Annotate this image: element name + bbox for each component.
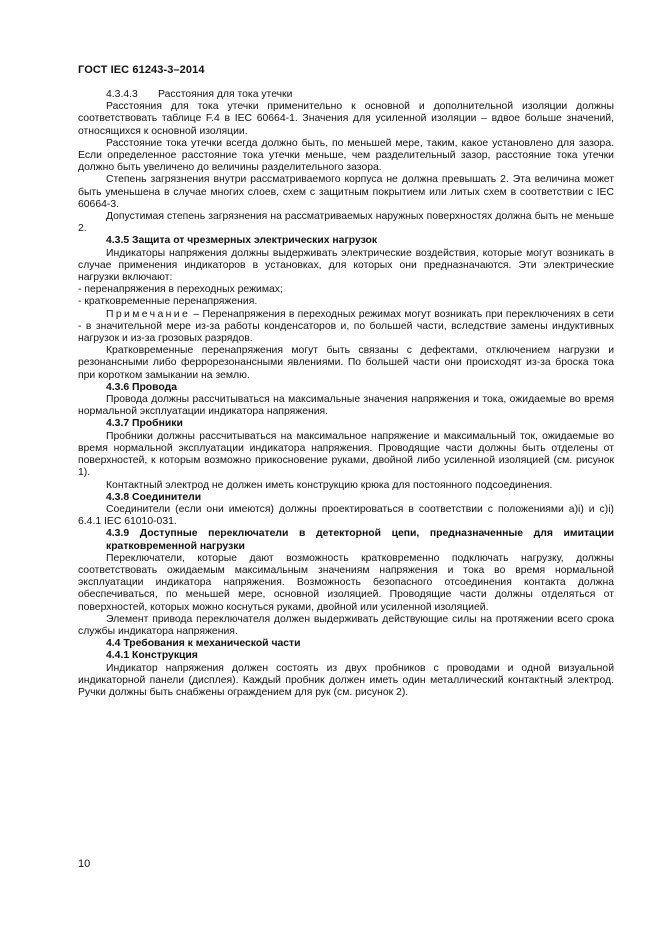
section-heading: 4.3.8 Соединители xyxy=(106,491,202,503)
paragraph: Индикаторы напряжения должны выдерживать электрические воздействия, которые могут возникать в случае применения индикаторов в установках, для которых они предназначаются. Эти электрические нагрузки включают: xyxy=(78,247,614,284)
paragraph: Степень загрязнения внутри рассматриваемого корпуса не должна превышать 2. Эта величина может быть уменьшена в случае многих слоев, схем с защитным покрытием или литых схем в соответствии с IEC 60664-3. xyxy=(78,174,614,210)
paragraph: Переключатели, которые дают возможность кратковременно подключать нагрузку, должны соответствовать ожидаемым максимальным значениям напряжения и тока во время нормальной эксплуатации индикатора напряжения. Возможность безопасного отсоединения контакта должна обеспечиваться, по меньшей мере, основной изоляцией. Проводящие части должны отделяться от поверхностей, которых можно коснуться руками, двойной или усиленной изоляцией. xyxy=(78,552,614,613)
note-text: – Перенапряжения в переходных режимах могут возникать при переключениях в сети - в значительной мере из-за работы конденсаторов и, по большей части, вследствие замены индуктивных нагрузок и из-за грозовых разрядов. xyxy=(78,308,614,345)
section-4-3-4-3-title xyxy=(78,89,614,101)
section-heading: 4.4 Требования к механической части xyxy=(106,638,301,650)
section-heading: 4.3.9 Доступные переключатели в детекторной цепи, предназначенные для имитации кратковременной нагрузки xyxy=(106,528,614,552)
paragraph: Расстояния для тока утечки применительно к основной и дополнительной изоляции должны соответствовать таблице F.4 в IEC 60664-1. Значения для усиленной изоляции – вдвое больше значений, относящихся к основной изоляции. xyxy=(78,101,614,137)
page-number: 10 xyxy=(78,858,91,870)
paragraph: Элемент привода переключателя должен выдерживать действующие силы на протяжении всего срока службы индикатора напряжения. xyxy=(78,613,614,637)
paragraph: Пробники должны рассчитываться на максимальное напряжение и максимальный ток, ожидаемые во время нормальной эксплуатации индикатора напряжения. Проводящие части должны быть отделены от поверхностей, к которым возможно прикосновение руками, двойной либо усиленной изоляцией (см. рисунок 1). xyxy=(78,430,614,479)
note xyxy=(78,309,614,346)
document-header: ГОСТ IEC 61243-3–2014 xyxy=(78,64,205,76)
list-item: - кратковременные перенапряжения. xyxy=(78,296,258,308)
section-heading: 4.3.7 Пробники xyxy=(106,418,183,430)
paragraph: Расстояние тока утечки всегда должно быть, по меньшей мере, таким, какое установлено для зазора. Если определенное расстояние тока утечки меньше, чем разделительный зазор, расстояние тока утечки должно быть увеличено до величины разделительного зазора. xyxy=(78,137,614,174)
note-label: Примечание xyxy=(106,308,191,320)
paragraph: Индикатор напряжения должен состоять из двух пробников с проводами и одной визуальной индикаторной панели (дисплея). Каждый пробник должен иметь один металлический контактный электрод. Ручки должны быть снабжены ограждением для рук (см. рисунок 2). xyxy=(78,662,614,698)
paragraph: Контактный электрод не должен иметь конструкцию крюка для постоянного подсоединения. xyxy=(106,479,553,491)
section-number: 4.3.4.3 xyxy=(106,89,138,100)
paragraph: Провода должны рассчитываться на максимальные значения напряжения и тока, ожидаемые во время нормальной эксплуатации индикатора напряжения. xyxy=(78,394,614,418)
document-body xyxy=(78,89,614,699)
section-title: Расстояния для тока утечки xyxy=(158,89,293,100)
paragraph: Кратковременные перенапряжения могут быть связаны с дефектами, отключением нагрузки и резонансными либо феррорезонансными явлениями. По большей части они происходят из-за броска тока при коротком замыкании на землю. xyxy=(78,345,614,381)
list-item: - перенапряжения в переходных режимах; xyxy=(78,284,283,296)
section-heading: 4.4.1 Конструкция xyxy=(106,650,198,662)
section-heading: 4.3.5 Защита от чрезмерных электрических нагрузок xyxy=(106,235,378,247)
paragraph: Допустимая степень загрязнения на рассматриваемых наружных поверхностях должна быть не меньше 2. xyxy=(78,211,614,235)
section-heading: 4.3.6 Провода xyxy=(106,381,177,393)
paragraph: Соединители (если они имеются) должны проектироваться в соответствии с положениями a)i) и c)i) 6.4.1 IEC 61010-031. xyxy=(78,503,614,528)
